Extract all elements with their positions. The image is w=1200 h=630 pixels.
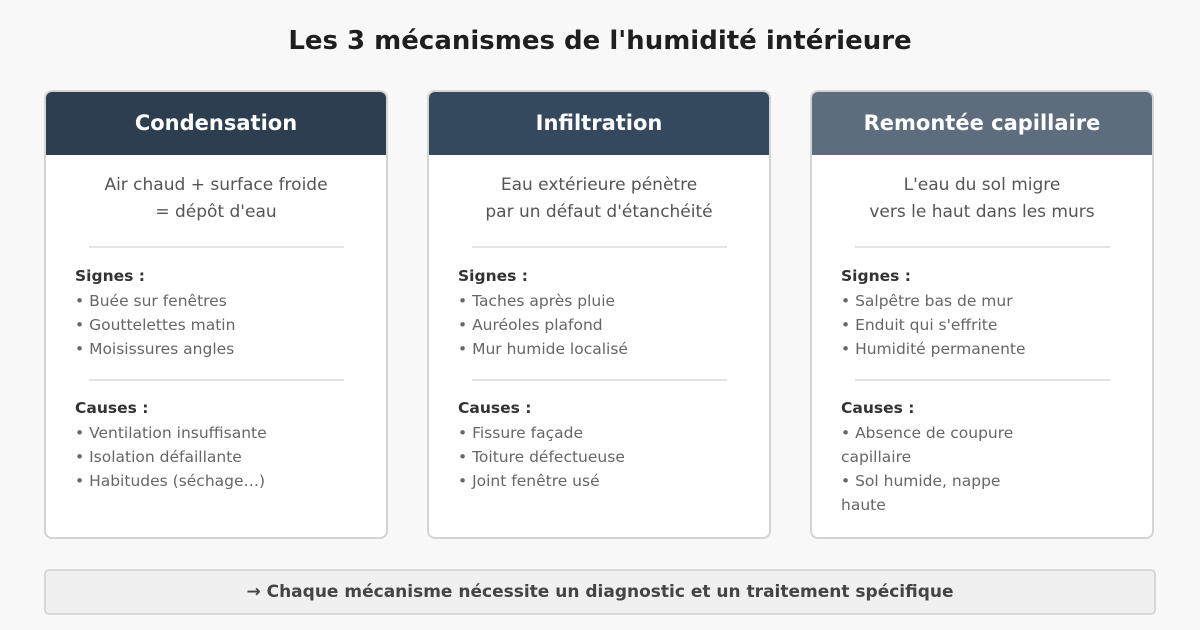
causes-list xyxy=(841,421,1041,517)
causes-label: Causes : xyxy=(841,399,915,417)
desc-line: L'eau du sol migre xyxy=(903,175,1061,195)
signs-label: Signes : xyxy=(841,267,911,285)
divider xyxy=(472,379,727,381)
divider xyxy=(855,379,1110,381)
signs-label: Signes : xyxy=(458,267,528,285)
signs-label: Signes : xyxy=(75,267,145,285)
list-item: • Fissure façade xyxy=(458,424,583,442)
list-item: • Ventilation insuffisante xyxy=(75,424,267,442)
list-item: • Salpêtre bas de mur xyxy=(841,292,1013,310)
list-item: • Mur humide localisé xyxy=(458,340,628,358)
list-item: • Sol humide, nappe haute xyxy=(841,472,1001,514)
list-item: • Humidité permanente xyxy=(841,340,1026,358)
list-item: • Toiture défectueuse xyxy=(458,448,625,466)
causes-label: Causes : xyxy=(458,399,532,417)
list-item: • Buée sur fenêtres xyxy=(75,292,227,310)
desc-line: Air chaud + surface froide xyxy=(104,175,328,195)
card-description xyxy=(46,172,386,226)
list-item: • Gouttelettes matin xyxy=(75,316,236,334)
causes-list xyxy=(75,421,365,493)
card-condensation xyxy=(44,90,388,539)
causes-list xyxy=(458,421,748,493)
list-item: • Isolation défaillante xyxy=(75,448,242,466)
list-item: • Joint fenêtre usé xyxy=(458,472,600,490)
desc-line: Eau extérieure pénètre xyxy=(500,175,698,195)
list-item: • Enduit qui s'effrite xyxy=(841,316,998,334)
card-header: Remontée capillaire xyxy=(810,90,1154,155)
signs-list xyxy=(75,289,365,361)
desc-line: par un défaut d'étanchéité xyxy=(485,202,713,222)
card-header: Infiltration xyxy=(427,90,771,155)
card-description xyxy=(429,172,769,226)
list-item: • Taches après pluie xyxy=(458,292,616,310)
card-description xyxy=(812,172,1152,226)
list-item: • Habitudes (séchage…) xyxy=(75,472,266,490)
card-infiltration xyxy=(427,90,771,539)
page-title: Les 3 mécanismes de l'humidité intérieure xyxy=(288,26,912,56)
footer-note: → Chaque mécanisme nécessite un diagnostic et un traitement spécifique xyxy=(44,569,1156,615)
divider xyxy=(89,246,344,248)
divider xyxy=(855,246,1110,248)
card-remontee-capillaire xyxy=(810,90,1154,539)
desc-line: vers le haut dans les murs xyxy=(869,202,1095,222)
list-item: • Auréoles plafond xyxy=(458,316,603,334)
list-item: • Absence de coupure capillaire xyxy=(841,424,1014,466)
signs-list xyxy=(458,289,748,361)
causes-label: Causes : xyxy=(75,399,149,417)
list-item: • Moisissures angles xyxy=(75,340,235,358)
divider xyxy=(472,246,727,248)
desc-line: = dépôt d'eau xyxy=(155,202,277,222)
signs-list xyxy=(841,289,1131,361)
divider xyxy=(89,379,344,381)
card-header: Condensation xyxy=(44,90,388,155)
